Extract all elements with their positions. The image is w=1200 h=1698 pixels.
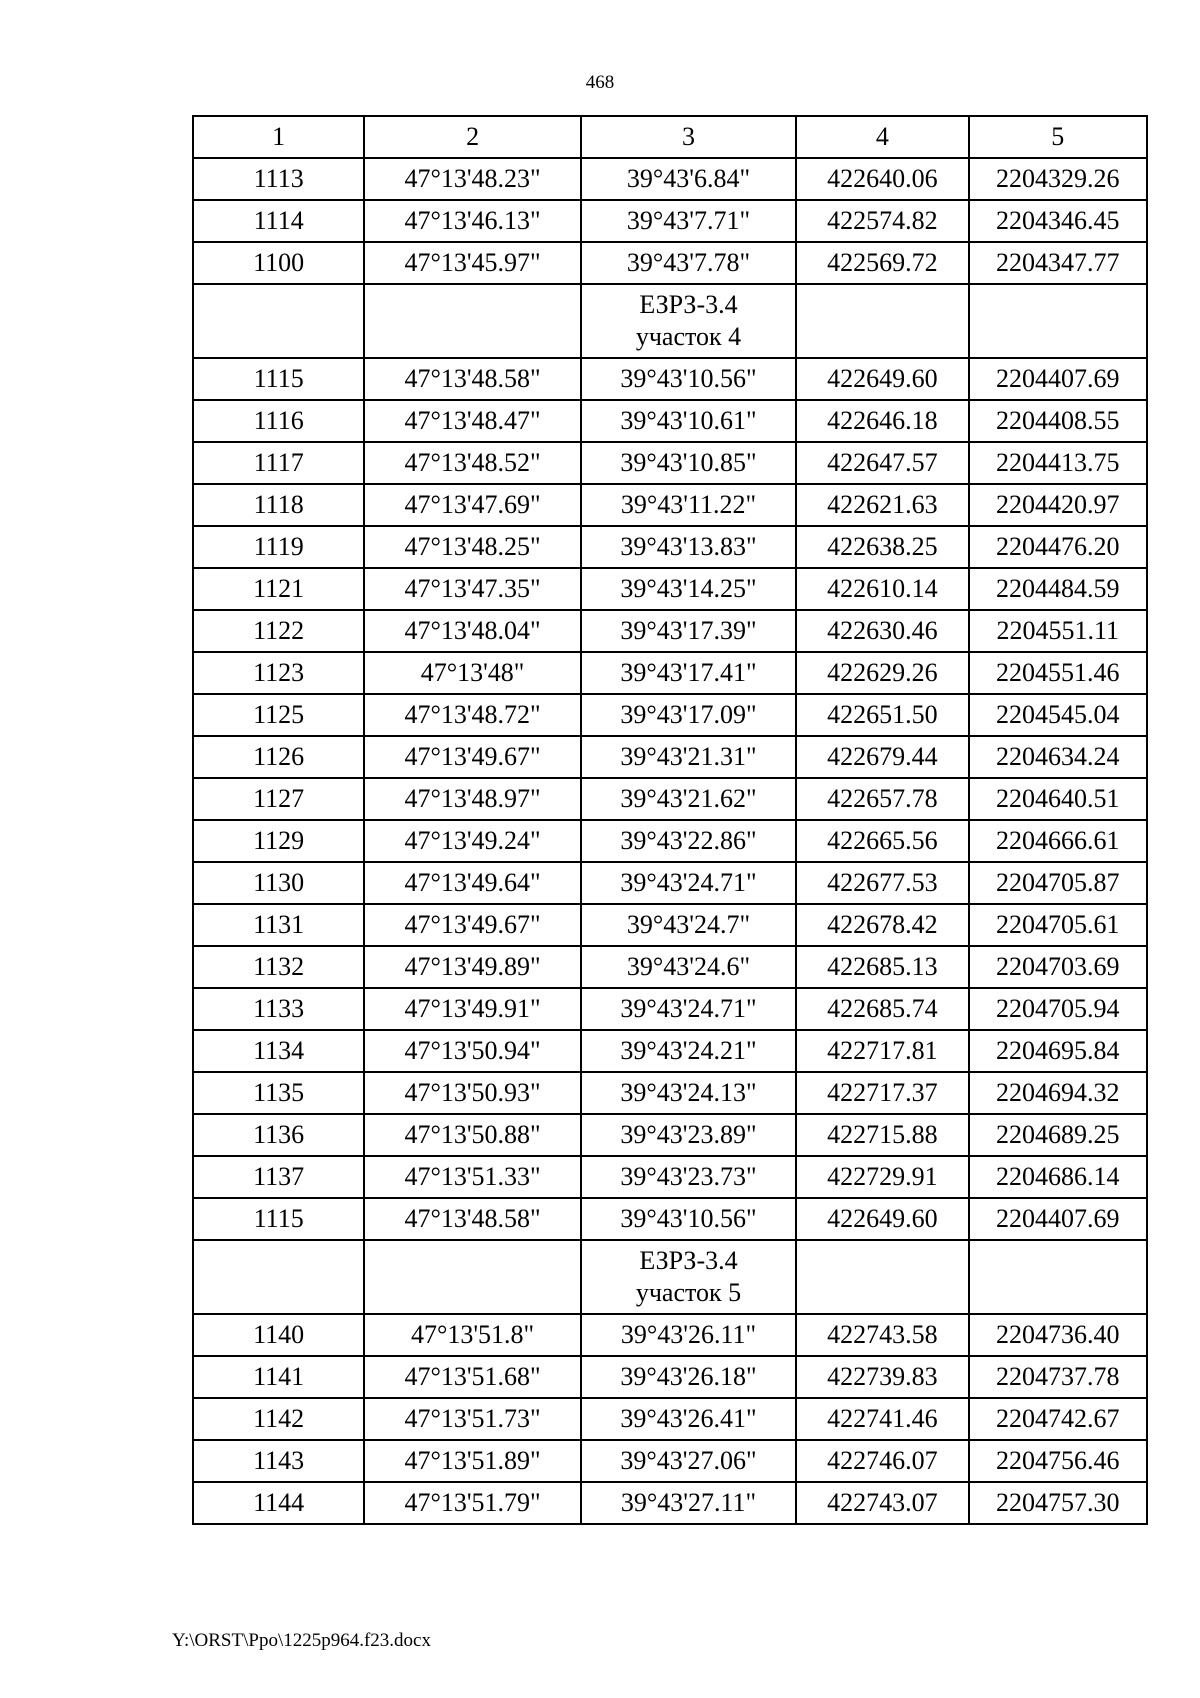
- latitude-cell: 47°13'46.13": [364, 200, 580, 242]
- table-row: [193, 1440, 1147, 1482]
- x-coordinate-cell: 422741.46: [796, 1398, 968, 1440]
- longitude-cell: 39°43'24.71": [581, 862, 796, 904]
- longitude-cell: 39°43'21.62": [581, 778, 796, 820]
- point-number-cell: 1123: [193, 652, 364, 694]
- longitude-cell: 39°43'10.61": [581, 400, 796, 442]
- y-coordinate-cell: 2204756.46: [969, 1440, 1147, 1482]
- point-number-cell: 1137: [193, 1156, 364, 1198]
- file-path-footer: Y:\ORST\Ppo\1225p964.f23.docx: [172, 1630, 431, 1651]
- y-coordinate-cell: 2204329.26: [969, 158, 1147, 200]
- longitude-cell: 39°43'26.41": [581, 1398, 796, 1440]
- table-row: [193, 484, 1147, 526]
- point-number-cell: 1135: [193, 1072, 364, 1114]
- y-coordinate-cell: 2204737.78: [969, 1356, 1147, 1398]
- y-coordinate-cell: 2204407.69: [969, 358, 1147, 400]
- empty-cell: [364, 1240, 580, 1314]
- table-row: [193, 1314, 1147, 1356]
- point-number-cell: 1126: [193, 736, 364, 778]
- latitude-cell: 47°13'49.24": [364, 820, 580, 862]
- point-number-cell: 1119: [193, 526, 364, 568]
- table-row: [193, 652, 1147, 694]
- longitude-cell: 39°43'6.84": [581, 158, 796, 200]
- longitude-cell: 39°43'10.85": [581, 442, 796, 484]
- point-number-cell: 1144: [193, 1482, 364, 1524]
- section-header-row: [193, 284, 1147, 358]
- point-number-cell: 1143: [193, 1440, 364, 1482]
- empty-cell: [796, 284, 968, 358]
- point-number-cell: 1118: [193, 484, 364, 526]
- x-coordinate-cell: 422739.83: [796, 1356, 968, 1398]
- y-coordinate-cell: 2204407.69: [969, 1198, 1147, 1240]
- point-number-cell: 1122: [193, 610, 364, 652]
- point-number-cell: 1129: [193, 820, 364, 862]
- latitude-cell: 47°13'51.33": [364, 1156, 580, 1198]
- x-coordinate-cell: 422729.91: [796, 1156, 968, 1198]
- latitude-cell: 47°13'48.47": [364, 400, 580, 442]
- longitude-cell: 39°43'17.09": [581, 694, 796, 736]
- latitude-cell: 47°13'50.94": [364, 1030, 580, 1072]
- latitude-cell: 47°13'47.69": [364, 484, 580, 526]
- y-coordinate-cell: 2204634.24: [969, 736, 1147, 778]
- y-coordinate-cell: 2204705.61: [969, 904, 1147, 946]
- x-coordinate-cell: 422574.82: [796, 200, 968, 242]
- point-number-cell: 1130: [193, 862, 364, 904]
- table-row: [193, 158, 1147, 200]
- longitude-cell: 39°43'24.13": [581, 1072, 796, 1114]
- latitude-cell: 47°13'48.58": [364, 358, 580, 400]
- y-coordinate-cell: 2204703.69: [969, 946, 1147, 988]
- empty-cell: [193, 284, 364, 358]
- column-header: 3: [581, 116, 796, 158]
- longitude-cell: 39°43'24.6": [581, 946, 796, 988]
- point-number-cell: 1134: [193, 1030, 364, 1072]
- latitude-cell: 47°13'51.89": [364, 1440, 580, 1482]
- latitude-cell: 47°13'48.23": [364, 158, 580, 200]
- longitude-cell: 39°43'23.73": [581, 1156, 796, 1198]
- latitude-cell: 47°13'48": [364, 652, 580, 694]
- table-row: [193, 820, 1147, 862]
- y-coordinate-cell: 2204742.67: [969, 1398, 1147, 1440]
- x-coordinate-cell: 422717.37: [796, 1072, 968, 1114]
- x-coordinate-cell: 422640.06: [796, 158, 968, 200]
- table-row: [193, 200, 1147, 242]
- table-row: [193, 1030, 1147, 1072]
- y-coordinate-cell: 2204666.61: [969, 820, 1147, 862]
- empty-cell: [969, 1240, 1147, 1314]
- y-coordinate-cell: 2204689.25: [969, 1114, 1147, 1156]
- latitude-cell: 47°13'48.58": [364, 1198, 580, 1240]
- longitude-cell: 39°43'7.71": [581, 200, 796, 242]
- x-coordinate-cell: 422717.81: [796, 1030, 968, 1072]
- x-coordinate-cell: 422657.78: [796, 778, 968, 820]
- table-body: [193, 158, 1147, 1524]
- longitude-cell: 39°43'22.86": [581, 820, 796, 862]
- section-zone-label: ЕЗРЗ-3.4: [639, 290, 738, 319]
- empty-cell: [364, 284, 580, 358]
- longitude-cell: 39°43'23.89": [581, 1114, 796, 1156]
- latitude-cell: 47°13'51.79": [364, 1482, 580, 1524]
- y-coordinate-cell: 2204757.30: [969, 1482, 1147, 1524]
- y-coordinate-cell: 2204705.94: [969, 988, 1147, 1030]
- y-coordinate-cell: 2204408.55: [969, 400, 1147, 442]
- table-row: [193, 568, 1147, 610]
- latitude-cell: 47°13'49.67": [364, 904, 580, 946]
- y-coordinate-cell: 2204347.77: [969, 242, 1147, 284]
- table-row: [193, 1072, 1147, 1114]
- latitude-cell: 47°13'49.64": [364, 862, 580, 904]
- y-coordinate-cell: 2204420.97: [969, 484, 1147, 526]
- y-coordinate-cell: 2204545.04: [969, 694, 1147, 736]
- column-header: 2: [364, 116, 580, 158]
- point-number-cell: 1132: [193, 946, 364, 988]
- point-number-cell: 1136: [193, 1114, 364, 1156]
- table-row: [193, 1156, 1147, 1198]
- longitude-cell: 39°43'11.22": [581, 484, 796, 526]
- latitude-cell: 47°13'50.93": [364, 1072, 580, 1114]
- empty-cell: [969, 284, 1147, 358]
- latitude-cell: 47°13'49.91": [364, 988, 580, 1030]
- table-row: [193, 526, 1147, 568]
- table-row: [193, 946, 1147, 988]
- table-row: [193, 1482, 1147, 1524]
- y-coordinate-cell: 2204736.40: [969, 1314, 1147, 1356]
- empty-cell: [796, 1240, 968, 1314]
- y-coordinate-cell: 2204705.87: [969, 862, 1147, 904]
- point-number-cell: 1113: [193, 158, 364, 200]
- x-coordinate-cell: 422646.18: [796, 400, 968, 442]
- longitude-cell: 39°43'24.21": [581, 1030, 796, 1072]
- coordinates-table: [192, 115, 1148, 1525]
- y-coordinate-cell: 2204346.45: [969, 200, 1147, 242]
- y-coordinate-cell: 2204484.59: [969, 568, 1147, 610]
- table-row: [193, 694, 1147, 736]
- x-coordinate-cell: 422647.57: [796, 442, 968, 484]
- x-coordinate-cell: 422685.74: [796, 988, 968, 1030]
- x-coordinate-cell: 422743.58: [796, 1314, 968, 1356]
- latitude-cell: 47°13'48.72": [364, 694, 580, 736]
- point-number-cell: 1121: [193, 568, 364, 610]
- x-coordinate-cell: 422630.46: [796, 610, 968, 652]
- longitude-cell: 39°43'10.56": [581, 1198, 796, 1240]
- point-number-cell: 1140: [193, 1314, 364, 1356]
- section-header-row: [193, 1240, 1147, 1314]
- x-coordinate-cell: 422629.26: [796, 652, 968, 694]
- longitude-cell: 39°43'26.11": [581, 1314, 796, 1356]
- latitude-cell: 47°13'51.73": [364, 1398, 580, 1440]
- x-coordinate-cell: 422649.60: [796, 358, 968, 400]
- point-number-cell: 1115: [193, 358, 364, 400]
- table-row: [193, 988, 1147, 1030]
- table-row: [193, 242, 1147, 284]
- longitude-cell: 39°43'17.41": [581, 652, 796, 694]
- table-row: [193, 1398, 1147, 1440]
- y-coordinate-cell: 2204694.32: [969, 1072, 1147, 1114]
- point-number-cell: 1117: [193, 442, 364, 484]
- longitude-cell: 39°43'7.78": [581, 242, 796, 284]
- y-coordinate-cell: 2204413.75: [969, 442, 1147, 484]
- table-row: [193, 904, 1147, 946]
- section-zone-label: ЕЗРЗ-3.4: [639, 1246, 738, 1275]
- empty-cell: [193, 1240, 364, 1314]
- longitude-cell: 39°43'26.18": [581, 1356, 796, 1398]
- section-title-cell: [581, 284, 796, 358]
- table-row: [193, 442, 1147, 484]
- column-header: 1: [193, 116, 364, 158]
- longitude-cell: 39°43'27.11": [581, 1482, 796, 1524]
- point-number-cell: 1116: [193, 400, 364, 442]
- longitude-cell: 39°43'14.25": [581, 568, 796, 610]
- x-coordinate-cell: 422638.25: [796, 526, 968, 568]
- longitude-cell: 39°43'17.39": [581, 610, 796, 652]
- point-number-cell: 1131: [193, 904, 364, 946]
- x-coordinate-cell: 422679.44: [796, 736, 968, 778]
- latitude-cell: 47°13'48.25": [364, 526, 580, 568]
- column-header: 4: [796, 116, 968, 158]
- y-coordinate-cell: 2204640.51: [969, 778, 1147, 820]
- longitude-cell: 39°43'24.7": [581, 904, 796, 946]
- x-coordinate-cell: 422678.42: [796, 904, 968, 946]
- latitude-cell: 47°13'48.04": [364, 610, 580, 652]
- y-coordinate-cell: 2204686.14: [969, 1156, 1147, 1198]
- latitude-cell: 47°13'51.8": [364, 1314, 580, 1356]
- x-coordinate-cell: 422685.13: [796, 946, 968, 988]
- point-number-cell: 1125: [193, 694, 364, 736]
- point-number-cell: 1115: [193, 1198, 364, 1240]
- y-coordinate-cell: 2204551.11: [969, 610, 1147, 652]
- table-row: [193, 862, 1147, 904]
- x-coordinate-cell: 422665.56: [796, 820, 968, 862]
- point-number-cell: 1127: [193, 778, 364, 820]
- table-row: [193, 1114, 1147, 1156]
- table-row: [193, 400, 1147, 442]
- latitude-cell: 47°13'50.88": [364, 1114, 580, 1156]
- latitude-cell: 47°13'48.52": [364, 442, 580, 484]
- x-coordinate-cell: 422651.50: [796, 694, 968, 736]
- x-coordinate-cell: 422743.07: [796, 1482, 968, 1524]
- longitude-cell: 39°43'13.83": [581, 526, 796, 568]
- longitude-cell: 39°43'27.06": [581, 1440, 796, 1482]
- table-row: [193, 778, 1147, 820]
- page-number: 468: [585, 72, 615, 93]
- y-coordinate-cell: 2204695.84: [969, 1030, 1147, 1072]
- point-number-cell: 1141: [193, 1356, 364, 1398]
- point-number-cell: 1142: [193, 1398, 364, 1440]
- x-coordinate-cell: 422569.72: [796, 242, 968, 284]
- longitude-cell: 39°43'21.31": [581, 736, 796, 778]
- section-plot-label: участок 4: [635, 322, 742, 351]
- table-row: [193, 358, 1147, 400]
- point-number-cell: 1100: [193, 242, 364, 284]
- longitude-cell: 39°43'10.56": [581, 358, 796, 400]
- column-header: 5: [969, 116, 1147, 158]
- latitude-cell: 47°13'51.68": [364, 1356, 580, 1398]
- table-header-row: [193, 116, 1147, 158]
- point-number-cell: 1133: [193, 988, 364, 1030]
- y-coordinate-cell: 2204476.20: [969, 526, 1147, 568]
- table-row: [193, 1198, 1147, 1240]
- latitude-cell: 47°13'49.89": [364, 946, 580, 988]
- latitude-cell: 47°13'47.35": [364, 568, 580, 610]
- x-coordinate-cell: 422715.88: [796, 1114, 968, 1156]
- x-coordinate-cell: 422621.63: [796, 484, 968, 526]
- table-row: [193, 610, 1147, 652]
- longitude-cell: 39°43'24.71": [581, 988, 796, 1030]
- x-coordinate-cell: 422746.07: [796, 1440, 968, 1482]
- y-coordinate-cell: 2204551.46: [969, 652, 1147, 694]
- section-title-cell: [581, 1240, 796, 1314]
- x-coordinate-cell: 422610.14: [796, 568, 968, 610]
- table-row: [193, 1356, 1147, 1398]
- x-coordinate-cell: 422677.53: [796, 862, 968, 904]
- latitude-cell: 47°13'49.67": [364, 736, 580, 778]
- section-plot-label: участок 5: [635, 1278, 742, 1307]
- latitude-cell: 47°13'45.97": [364, 242, 580, 284]
- point-number-cell: 1114: [193, 200, 364, 242]
- x-coordinate-cell: 422649.60: [796, 1198, 968, 1240]
- latitude-cell: 47°13'48.97": [364, 778, 580, 820]
- table-row: [193, 736, 1147, 778]
